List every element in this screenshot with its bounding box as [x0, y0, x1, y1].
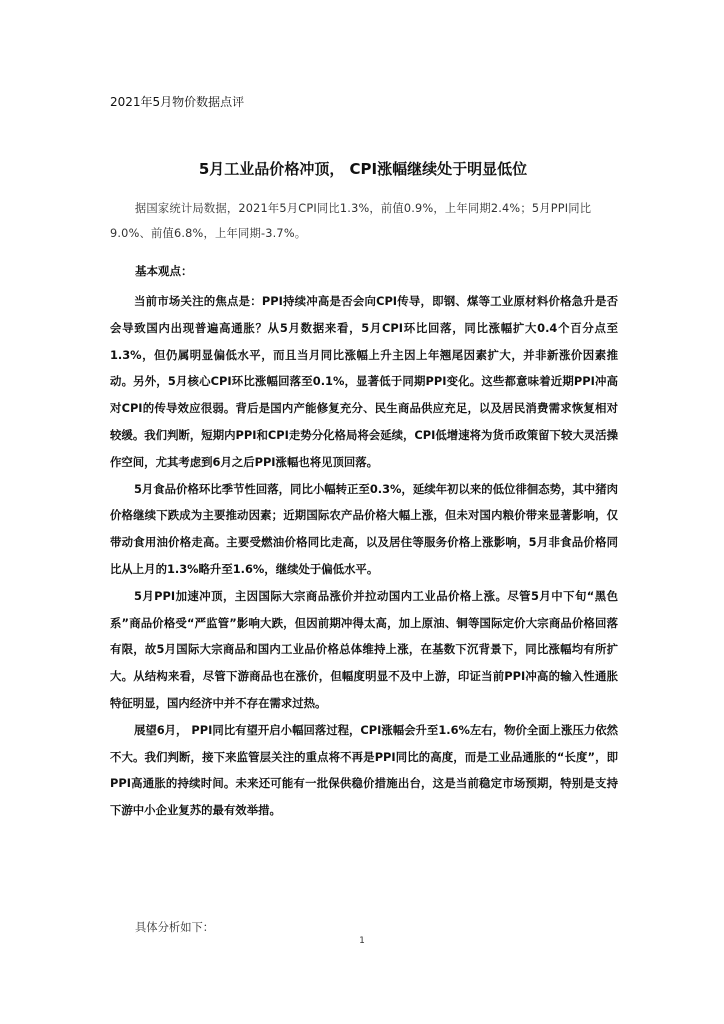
intro-paragraph: 据国家统计局数据，2021年5月CPI同比1.3%，前值0.9%，上年同期2.4%；5月PPI同比9.0%、前值6.8%，上年同期-3.7%。: [110, 202, 592, 240]
body-content: [110, 288, 618, 824]
paragraph-3: 5月PPI加速冲顶，主因国际大宗商品涨价并拉动国内工业品价格上涨。尽管5月中下旬“黑色系”商品价格受“严监管”影响大跌，但因前期冲得太高，加上原油、铜等国际定价大宗商品价格回落有限，故5月国际大宗商品和国内工业品价格总体维持上涨，在基数下沉背景下，同比涨幅均有所扩大。从结构来看，尽管下游商品也在涨价，但幅度明显不及中上游，印证当前PPI冲高的输入性通胀特征明显，国内经济中并不存在需求过热。: [110, 588, 618, 710]
section-label: 基本观点：: [135, 264, 193, 278]
report-title: 2021年5月物价数据点评: [110, 95, 245, 109]
page-number: 1: [359, 936, 365, 946]
headline: 5月工业品价格冲顶， CPI涨幅继续处于明显低位: [198, 160, 528, 178]
paragraph-4: 展望6月， PPI同比有望开启小幅回落过程，CPI涨幅会升至1.6%左右，物价全面上涨压力依然不大。我们判断，接下来监管层关注的重点将不再是PPI同比的高度，而是工业品通胀的“长度”，即PPI高通胀的持续时间。未来还可能有一批保供稳价措施出台，这是当前稳定市场预期，特别是支持下游中小企业复苏的最有效举措。: [110, 722, 618, 818]
paragraph-1: 当前市场关注的焦点是：PPI持续冲高是否会向CPI传导，即钢、煤等工业原材料价格急升是否会导致国内出现普遍高通胀？从5月数据来看，5月CPI环比回落，同比涨幅扩大0.4个百分点至1.3%，但仍属明显偏低水平，而且当月同比涨幅上升主因上年翘尾因素扩大，并非新涨价因素推动。另外，5月核心CPI环比涨幅回落至0.1%，显著低于同期PPI变化。这些都意味着近期PPI冲高对CPI的传导效应很弱。背后是国内产能修复充分、民生商品供应充足，以及居民消费需求恢复相对较缓。我们判断，短期内PPI和CPI走势分化格局将会延续，CPI低增速将为货币政策留下较大灵活操作空间，尤其考虑到6月之后PPI涨幅也将见顶回落。: [110, 294, 618, 469]
closing-label: 具体分析如下：: [135, 921, 215, 934]
paragraph-2: 5月食品价格环比季节性回落，同比小幅转正至0.3%，延续年初以来的低位徘徊态势，其中猪肉价格继续下跌成为主要推动因素；近期国际农产品价格大幅上涨，但未对国内粮价带来显著影响，仅带动食用油价格走高。主要受燃油价格同比走高，以及居住等服务价格上涨影响，5月非食品价格同比从上月的1.3%略升至1.6%，继续处于偏低水平。: [110, 481, 618, 576]
